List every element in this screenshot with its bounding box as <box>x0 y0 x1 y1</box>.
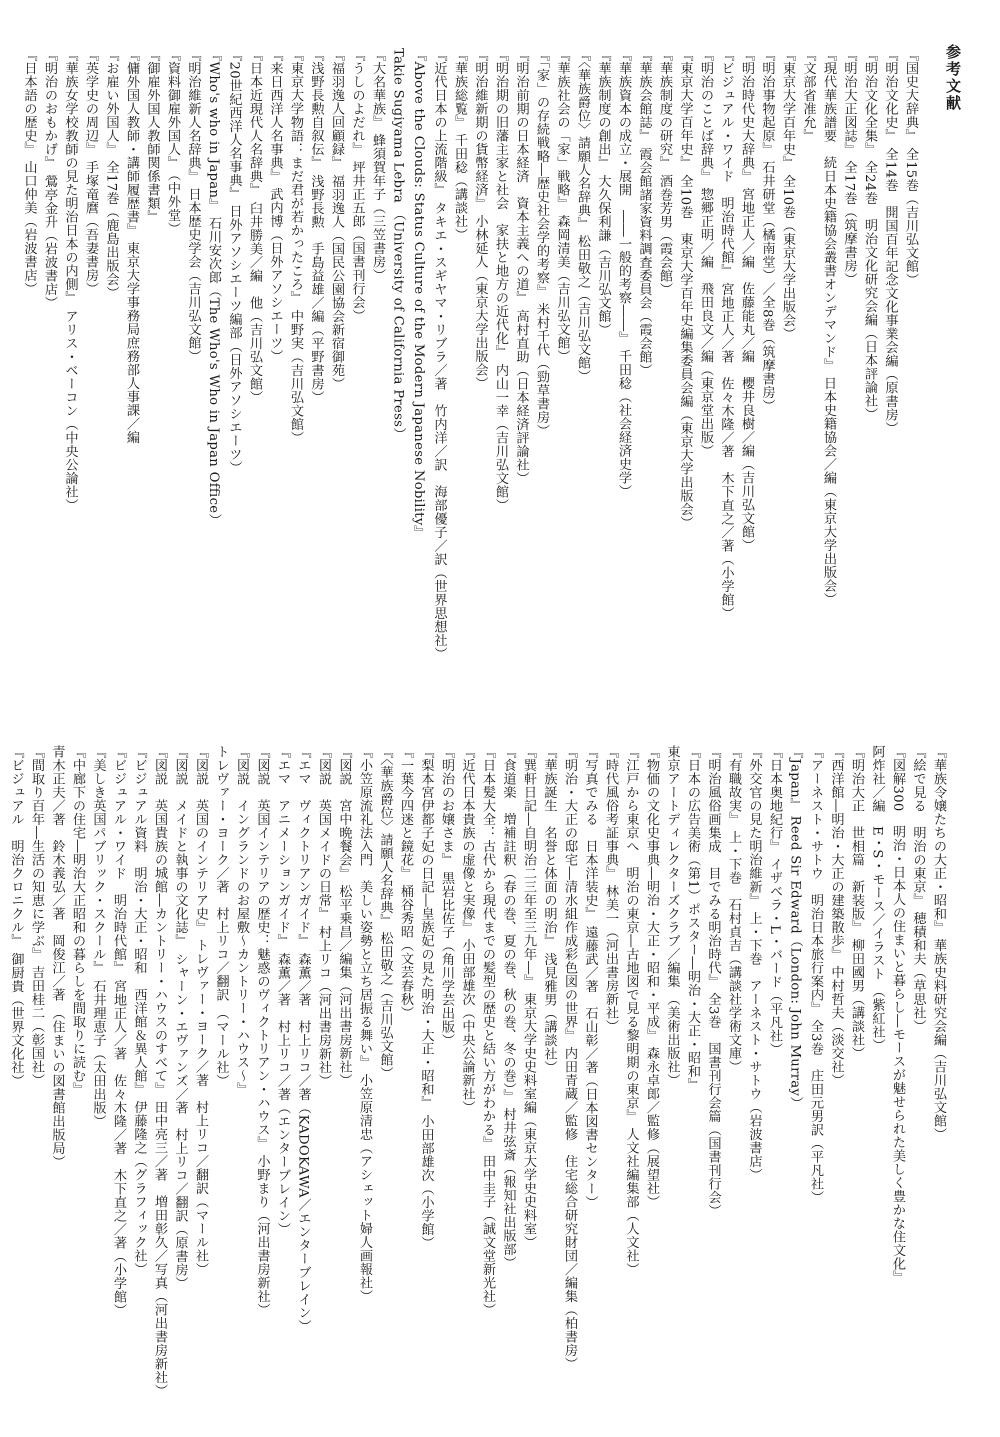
reference-title: 『明治期の旧藩主家と社会 家扶と地方の近代化』 <box>493 48 508 359</box>
reference-title: 『ビジュアル・ワイド 明治時代館』 <box>718 48 734 278</box>
reference-entry <box>285 48 306 703</box>
reference-note: 中村哲夫（淡交社） <box>828 965 844 1088</box>
reference-note: 全15巻（吉川弘文館） <box>903 147 918 286</box>
reference-title: 『〈華族爵位〉請願人名辞典』 <box>377 745 393 928</box>
reference-title: 『華族資本の成立・展開 ――一般的考察――』 <box>616 48 631 345</box>
reference-entry <box>736 48 757 703</box>
reference-note: 小田部雄次（小学館） <box>418 1114 434 1250</box>
reference-note: 全3巻 国書刊行会篇（国書刊行会） <box>705 992 721 1218</box>
reference-note: 林美一（河出書房新社） <box>603 884 618 1034</box>
reference-title: 『大名華族』 <box>370 48 385 129</box>
reference-title: 『明治風俗画集成 目でみる明治時代』 <box>705 745 721 988</box>
reference-entry <box>900 48 921 703</box>
reference-title: 『明治のお嬢さま』 <box>439 745 454 867</box>
reference-entry <box>743 745 764 1400</box>
reference-note: 大久保利謙（吉川弘文館） <box>595 174 611 337</box>
reference-entry <box>87 745 108 1400</box>
reference-note: 森薫／著 村上リコ／著（エンターブレイン） <box>275 952 290 1236</box>
reference-note: イザベラ・L・バード（平凡社） <box>767 857 782 1056</box>
reference-note: 宮地正人／著 佐々木隆／著 木下直之／著（小学館） <box>718 282 734 620</box>
reference-entry <box>456 745 477 1400</box>
reference-entry <box>354 745 375 1400</box>
reference-title: 『うしのよだれ』 <box>349 48 365 156</box>
reference-title: 『物価の文化史事典―明治・大正・昭和・平成』 <box>644 745 659 1042</box>
reference-entry <box>859 48 880 703</box>
reference-entry <box>928 745 949 1400</box>
reference-entry <box>26 745 47 1400</box>
reference-title: 『エマ ヴィクトリアンガイド』 <box>295 745 311 948</box>
reference-note: 森岡清美（吉川弘文館） <box>554 214 570 364</box>
reference-entry <box>784 745 805 1400</box>
reference-note: 中野実（吉川弘文館） <box>288 309 303 445</box>
reference-note: 松田敬之（吉川弘文館） <box>575 235 590 384</box>
reference-title: 『明治維新期の貨幣経済』 <box>472 48 488 210</box>
reference-note: 全17巻（鹿島出版会） <box>103 160 119 300</box>
reference-title: 『時代風俗考証事典』 <box>603 745 618 880</box>
reference-title: Takie Sugiyama Lebra <box>390 48 406 204</box>
reference-title: 『図説 英国インテリアの歴史：魅惑のヴィクトリアン・ハウス』 <box>254 745 270 1150</box>
reference-entry <box>149 745 170 1400</box>
reference-entry <box>490 48 511 703</box>
reference-title: 『東京大学百年史』 <box>677 48 693 170</box>
reference-entry <box>551 48 572 703</box>
reference-note: 小笠原清忠（アシェット婦人画報社） <box>357 1073 372 1304</box>
reference-entry <box>326 48 347 703</box>
reference-note: 松田敬之（吉川弘文館） <box>377 932 393 1081</box>
reference-entry <box>887 745 908 1400</box>
reference-note: （University of California Press） <box>390 207 406 441</box>
reference-title: 『傭外国人教師・講師履歴書』 <box>124 48 139 237</box>
reference-title: 『華族令嬢たちの大正・昭和』 <box>931 745 946 934</box>
reference-entry <box>695 48 716 703</box>
reference-entry <box>756 48 777 703</box>
reference-note: タキエ・スギヤマ・リブラ／著 竹内洋／訳 海部優子／訳（世界思想社） <box>431 201 447 661</box>
reference-note: 武内博（日外アソシエーツ） <box>267 187 283 364</box>
reference-entry <box>510 48 531 703</box>
reference-note: 全17巻（筑摩書房） <box>841 160 857 286</box>
reference-entry <box>879 48 900 703</box>
reference-title: 『図説 イングランドのお屋敷〜カントリー・ハウス〜』 <box>234 745 249 1096</box>
reference-title: 『日本近現代人名辞典』 <box>247 48 262 197</box>
reference-entry <box>497 745 518 1400</box>
reference-title: 『ビジュアル 明治クロニクル』 <box>8 745 24 948</box>
reference-title: 『華族誕生 名誉と体面の明治』 <box>541 745 557 948</box>
reference-entry <box>633 48 654 703</box>
reference-note: 御厨貴（世界文化社） <box>8 952 24 1088</box>
reference-note: 松平乗昌／編集（河出書房新社） <box>336 884 352 1088</box>
reference-title: 『明治・大正の邸宅―清水組作成彩色図の世界』 <box>562 745 577 1042</box>
reference-title: 『日本髪大全：古代から現代までの髪型の歴史と結い方がわかる』 <box>480 745 495 1150</box>
reference-title: 『現代華族譜要 続日本史籍協会叢書オンデマンド』 <box>821 48 836 372</box>
reference-entry <box>477 745 498 1400</box>
reference-entry <box>715 48 736 703</box>
reference-title: 『東京大学百年史』 <box>780 48 795 170</box>
reference-entry <box>59 48 80 703</box>
reference-title: 『明治のおもかげ』 <box>42 48 57 170</box>
reference-entry <box>395 745 416 1400</box>
reference-note: 柳田國男（講談社） <box>849 938 864 1061</box>
reference-note: 内田青蔵／監修 住宅総合研究財団／編集（柏書房） <box>562 1046 577 1371</box>
reference-note: 伊藤隆之（グラフィック社） <box>131 1100 147 1277</box>
reference-entry <box>592 48 613 703</box>
reference-note: 森薫／著 村上リコ／著（KADOKAWA／エンターブレイン） <box>295 952 311 1333</box>
reference-entry <box>39 48 60 703</box>
reference-note: 福羽逸人（国民公園協会新宿御苑） <box>329 174 344 391</box>
reference-entry <box>162 48 183 703</box>
reference-entry <box>346 48 367 703</box>
reference-title: 『文部省准允』 <box>800 48 816 143</box>
reference-title: 青木正夫／著 鈴木義弘／著 岡俊江／著 <box>49 745 65 1002</box>
reference-note: 黒岩比佐子（角川学芸出版） <box>439 871 454 1047</box>
reference-note: 人文社編集部（人文社） <box>623 1127 639 1277</box>
reference-note: 吉田桂二（彰国社） <box>29 965 44 1088</box>
reference-note: 米村千代（勁草書房） <box>534 302 549 438</box>
reference-title: 『日本奥地紀行』 <box>767 745 782 853</box>
reference-entry <box>866 745 887 1400</box>
reference-entry <box>251 745 272 1400</box>
reference-title: 『華族会館誌』 <box>636 48 652 143</box>
reference-title: 『華族総覧』 <box>452 48 467 129</box>
reference-note: 小田部雄次（中央公論新社） <box>459 938 475 1115</box>
reference-note <box>145 224 160 229</box>
reference-entry <box>169 745 190 1400</box>
reference-note: （中外堂） <box>165 174 180 236</box>
reference-entry <box>108 745 129 1400</box>
reference-entry <box>838 48 859 703</box>
reference-note: 千田稔（社会経済史学） <box>616 349 631 499</box>
reference-title: 『一葉今四迷と鏡花』 <box>398 745 413 880</box>
reference-note: 桶谷秀昭（文芸春秋） <box>398 884 413 1020</box>
reference-note <box>411 539 426 544</box>
reference-entry <box>333 745 354 1400</box>
reference-entry <box>46 745 67 1400</box>
reference-note: （紫紅社） <box>869 984 885 1053</box>
reference-note: 臼井勝美／編 他（吉川弘文館） <box>247 201 262 404</box>
reference-note: アリス・ベーコン（中央公論社） <box>62 309 78 512</box>
reference-entry <box>313 745 334 1400</box>
reference-entry <box>100 48 121 703</box>
reference-title: 『梨本宮伊都子妃の日記―皇族妃の見た明治・大正・昭和』 <box>418 745 434 1110</box>
reference-entry <box>203 48 224 703</box>
reference-title: 『図説 メイドと執事の文化誌』 <box>172 745 188 948</box>
reference-title: 『浅野長勲自叙伝』 <box>308 48 324 170</box>
reference-note: 蜂須賀年子（三笠書房） <box>370 133 385 283</box>
reference-note: 小林延人（東京大学出版会） <box>472 214 488 391</box>
reference-note: 全24巻 明治文化研究会編（日本評論社） <box>862 160 877 421</box>
reference-note: 浅野長勲 手島益雄／編（平野書房） <box>308 174 324 404</box>
reference-note: トレヴァー・ヨーク／著 村上リコ／翻訳（マール社） <box>193 938 208 1277</box>
reference-note: 小野まり（河出書房新社） <box>254 1154 270 1317</box>
reference-entry <box>387 48 408 703</box>
reference-entry <box>244 48 265 703</box>
reference-entry <box>613 48 634 703</box>
reference-title: 『西洋館―明治・大正の建築散歩』 <box>828 745 844 961</box>
reference-entry <box>797 48 818 703</box>
reference-title: 『近代日本貴族の虚像と実像』 <box>459 745 475 934</box>
reference-title: 『間取り百年―生活の知恵に学ぶ』 <box>29 745 44 961</box>
reference-entry <box>572 48 593 703</box>
reference-title: 『Above the Clouds: Status Culture of the Modern Japanese Nobility』 <box>411 48 426 540</box>
reference-entry <box>264 48 285 703</box>
reference-note: 全3巻 庄田元男訳（平凡社） <box>808 1019 823 1204</box>
reference-note: 華族史料研究会編（吉川弘文館） <box>931 938 946 1142</box>
references-upper-block <box>21 48 920 703</box>
reference-title: 『Who's who in Japan』 <box>206 48 221 212</box>
reference-title: 『明治のことば辞典』 <box>698 48 713 183</box>
reference-note: 東京大学史史料室編（東京大学史史料室） <box>521 992 536 1250</box>
reference-note: 手塚竜麿（吾妻書房） <box>83 160 98 296</box>
reference-entry <box>223 48 244 703</box>
reference-note: 山口仲美（岩波書店） <box>21 160 37 296</box>
reference-entry <box>436 745 457 1400</box>
reference-entry <box>428 48 449 703</box>
reference-entry <box>846 745 867 1400</box>
reference-entry <box>305 48 326 703</box>
reference-entry <box>210 745 231 1400</box>
reference-entry <box>641 745 662 1400</box>
reference-note <box>685 1091 700 1096</box>
reference-entry <box>67 745 88 1400</box>
reference-note <box>70 1096 85 1101</box>
reference-note: シャーン・エヴァンズ／著 村上リコ／翻訳（原書房） <box>172 952 188 1290</box>
reference-entry <box>5 745 26 1400</box>
reference-note: 全14巻 開国百年記念文化事業会編（原書房） <box>882 147 898 435</box>
reference-title: 『来日西洋人名事典』 <box>267 48 283 183</box>
reference-entry <box>415 745 436 1400</box>
reference-entry <box>531 48 552 703</box>
reference-title: 『日本語の歴史』 <box>21 48 37 156</box>
reference-title: 『華族制度の創出』 <box>595 48 611 170</box>
reference-entry <box>538 745 559 1400</box>
reference-title: 『図説 英国貴族の城館―カントリー・ハウスのすべて』 <box>152 745 167 1096</box>
reference-note <box>234 1096 249 1101</box>
reference-note: 上・下巻 石村貞吉（講談社学術文庫） <box>726 830 741 1074</box>
reference-note <box>890 1284 905 1289</box>
reference-entry <box>449 48 470 703</box>
reference-title: 『絵で見る 明治の東京』 <box>910 745 926 907</box>
reference-title: 『明治維新人名辞典』 <box>185 48 201 183</box>
reference-title: 『小笠原流礼法入門 美しい姿勢と立ち居振る舞い』 <box>357 745 372 1069</box>
references-lower-block <box>8 745 948 1400</box>
reference-note: 上・下巻 アーネスト・サトウ（岩波書店） <box>746 911 762 1182</box>
reference-title: 『20世紀西洋人名事典』 <box>226 48 242 201</box>
reference-entry <box>661 745 682 1400</box>
reference-title: 『ビジュアル資料 明治・大正・昭和 西洋館＆異人館』 <box>131 745 147 1096</box>
reference-title: 『日本の広告美術（第1）ポスター―明治・大正・昭和』 <box>685 745 700 1092</box>
reference-entry <box>182 48 203 703</box>
reference-note: 全10巻（東京大学出版会） <box>780 174 795 340</box>
reference-title: 『華族社会の「家」戦略』 <box>554 48 570 210</box>
reference-note: 東京大学事務局庶務部人事課／編 <box>124 241 139 445</box>
reference-entry <box>818 48 839 703</box>
reference-title: 『御雇外国人教師関係書類』 <box>144 48 160 224</box>
reference-entry <box>367 48 388 703</box>
reference-entry <box>518 745 539 1400</box>
reference-entry <box>408 48 429 703</box>
reference-note: 遠藤武／著 石山彰／著（日本図書センター） <box>582 925 598 1209</box>
reference-note: 坪井正五郎（国書刊行会） <box>349 160 365 323</box>
reference-title: 『図説 宮中晩餐会』 <box>336 745 352 880</box>
reference-note: 酒巻芳男（霞会館） <box>657 174 672 296</box>
reference-note: 千田稔（講談社） <box>452 133 467 242</box>
reference-title: 『Japan』 <box>787 745 803 812</box>
reference-note: 宮地正人／編 佐藤能丸／編 櫻井良樹／編（吉川弘文館） <box>739 187 754 553</box>
reference-entry <box>764 745 785 1400</box>
reference-title: 『図説 英国メイドの日常』 <box>316 745 331 921</box>
reference-entry <box>121 48 142 703</box>
reference-title: 『お雇い外国人』 <box>103 48 119 156</box>
reference-title: 『外交官の見た明治維新』 <box>746 745 762 907</box>
reference-title: 『有職故実』 <box>726 745 741 826</box>
reference-title: トレヴァー・ヨーク／著 村上リコ／翻訳 <box>213 745 229 1002</box>
reference-title: 『食道楽 増補註釈（春の巻、夏の巻、秋の巻、冬の巻）』 <box>500 745 516 1103</box>
reference-note: 田中圭子（誠文堂新光社） <box>480 1154 495 1317</box>
reference-entry <box>674 48 695 703</box>
reference-title: 『写真でみる 日本洋装史』 <box>582 745 598 921</box>
reference-note: 石井理恵子（太田出版） <box>90 979 106 1128</box>
reference-note: 日本史籍協会／編（東京大学出版会） <box>821 376 836 607</box>
reference-entry <box>825 745 846 1400</box>
reference-note: （住まいの図書館出版局） <box>49 1006 65 1169</box>
reference-entry <box>128 745 149 1400</box>
reference-note: 全10巻 東京大学百年史編集委員会編（東京大学出版会） <box>677 174 693 529</box>
reference-title: 『エマ アニメーションガイド』 <box>275 745 290 948</box>
reference-title: 『国史大辞典』 <box>903 48 918 143</box>
reference-entry <box>80 48 101 703</box>
reference-note: 田中亮三／著 増田彰久／写真（河出書房新社） <box>152 1100 167 1398</box>
reference-entry <box>702 745 723 1400</box>
reference-entry <box>723 745 744 1400</box>
reference-entry <box>682 745 703 1400</box>
reference-note <box>801 143 816 148</box>
reference-title: 『明治文化史』 <box>882 48 898 143</box>
reference-title: 『中廊下の住宅―明治大正昭和の暮らしを間取りに読む』 <box>70 745 85 1096</box>
reference-note: 霞会館諸家資料調査委員会（霞会館） <box>636 147 652 377</box>
reference-title: 『図説 英国のインテリア史』 <box>193 745 208 934</box>
reference-title: 『福羽逸人回顧録』 <box>329 48 344 170</box>
reference-title: 『ビジュアル・ワイド 明治時代館』 <box>111 745 126 975</box>
reference-note: 惣郷正明／編 飛田良文／編（東京堂出版） <box>698 187 713 458</box>
reference-note: （美術出版社） <box>664 992 680 1088</box>
reference-note: 村上リコ（河出書房新社） <box>316 925 331 1088</box>
reference-note: 日外アソシエーツ編部（日外アソシエーツ） <box>226 205 242 475</box>
reference-title: 『明治時代史大辞典』 <box>739 48 754 183</box>
reference-entry <box>141 48 162 703</box>
reference-title: 阿炸社／編 E・S・モース／イラスト <box>869 745 885 981</box>
reference-note: 鶯亭金升（岩波書店） <box>42 174 57 310</box>
reference-title: 『明治文化全集』 <box>862 48 877 156</box>
reference-entry <box>18 48 39 703</box>
reference-entry <box>231 745 252 1400</box>
reference-title: 『東京大学物語：まだ君が若かったころ』 <box>288 48 303 305</box>
reference-entry <box>579 745 600 1400</box>
reference-title: 『図解300 明治・日本人の住まいと暮らし―モースが魅せられた美しく豊かな住文化』 <box>890 745 905 1285</box>
reference-title: 『「家」の存続戦略―歴史社会学的考察』 <box>534 48 549 298</box>
reference-title: 『明治事物起原』 <box>759 48 775 156</box>
reference-title: 『英学史の周辺』 <box>83 48 98 156</box>
reference-note: 森永卓郎／監修（展望社） <box>644 1046 659 1209</box>
reference-note: Reed Sir Edward（London: John Murray） <box>787 816 803 1111</box>
reference-note: 内山一幸（吉川弘文館） <box>493 363 508 512</box>
reference-entry <box>272 745 293 1400</box>
reference-entry <box>654 48 675 703</box>
reference-entry <box>469 48 490 703</box>
reference-entry <box>907 745 928 1400</box>
reference-title: 『資料御雇外国人』 <box>165 48 180 170</box>
reference-note: （マール社） <box>213 1006 229 1088</box>
reference-entry <box>805 745 826 1400</box>
reference-note: 日本歴史学会（吉川弘文館） <box>185 187 201 364</box>
page-title: 参考文献 <box>944 44 962 112</box>
reference-note: 穂積和夫（草思社） <box>910 911 926 1034</box>
reference-entry <box>374 745 395 1400</box>
reference-entry <box>292 745 313 1400</box>
reference-title: 『明治前期の日本経済 資本主義への道』 <box>513 48 529 305</box>
reference-entry <box>777 48 798 703</box>
reference-title: 『明治大正 世相篇 新装版』 <box>849 745 864 934</box>
reference-note: 石川安次郎（The Who's Who in Japan Office） <box>206 216 221 527</box>
reference-entry <box>190 745 211 1400</box>
reference-title: 『アーネスト・サトウ 明治日本旅行案内』 <box>808 745 823 1015</box>
reference-entry <box>559 745 580 1400</box>
reference-title: 東京アートディレクターズクラブ／編集 <box>664 745 680 988</box>
reference-title: 『巽軒日記―自明治二三年至三九年―』 <box>521 745 536 988</box>
reference-note: 村井弦斎（報知社出版部） <box>500 1107 516 1270</box>
reference-note: 高村直助（日本経済評論社） <box>513 309 529 485</box>
reference-note: 浅見雅男（講談社） <box>541 952 557 1074</box>
reference-entry <box>620 745 641 1400</box>
reference-title: 『華族女学校教師の見た明治日本の内側』 <box>62 48 78 305</box>
reference-title: 『〈華族爵位〉請願人名辞典』 <box>575 48 590 231</box>
reference-title: 『近代日本の上流階級』 <box>431 48 447 197</box>
reference-note: 宮地正人／著 佐々木隆／著 木下直之／著（小学館） <box>111 979 126 1317</box>
reference-title: 『華族制度の研究』 <box>657 48 672 170</box>
reference-title: 『明治大正図誌』 <box>841 48 857 156</box>
reference-entry <box>600 745 621 1400</box>
reference-note: 石井研堂（橘南堂）／全8巻（筑摩書房） <box>759 160 775 413</box>
reference-title: 『江戸から東京へ 明治の東京―古地図で見る黎明期の東京』 <box>623 745 639 1123</box>
reference-title: 『美しき英国パブリック・スクール』 <box>90 745 106 975</box>
